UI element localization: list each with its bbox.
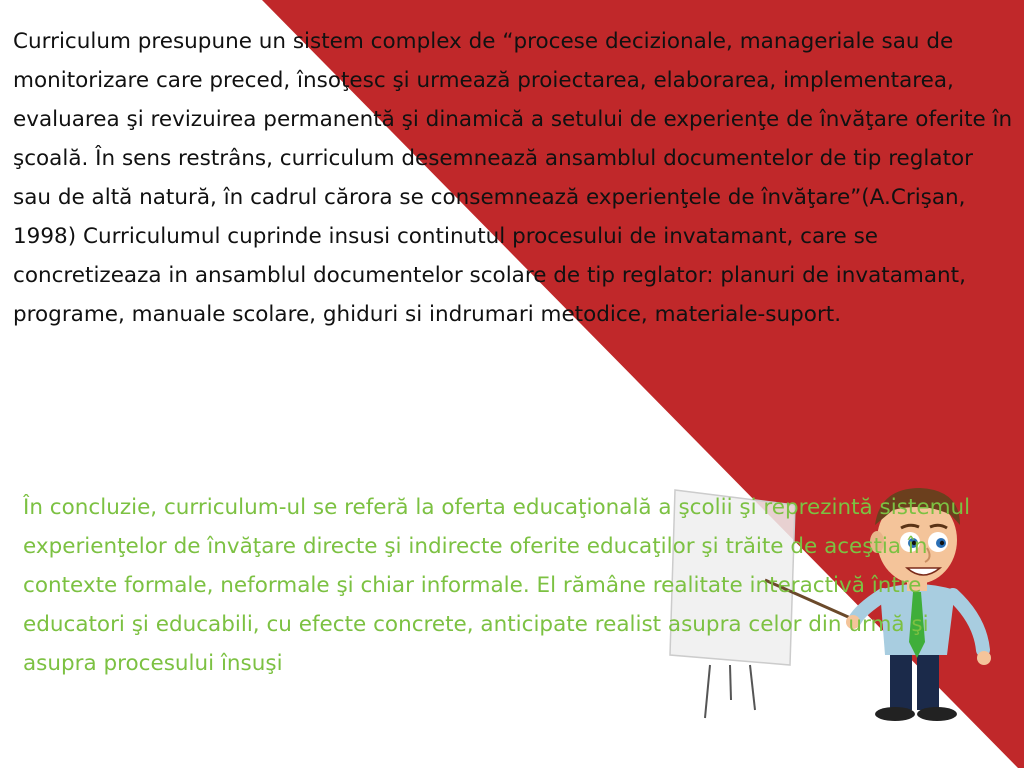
main-paragraph: Curriculum presupune un sistem complex de “procese decizionale, manageriale sau de monitorizare care preced, însoţesc şi urmează proiectarea, elaborarea, implementarea, evaluarea şi revizuirea permanentă şi dinamică a setului de experienţe de învăţare oferite în şcoală. În sens restrâns, curriculum desemnează ansamblul documentelor de tip reglator sau de altă natură, în cadrul cărora se consemnează experienţele de învăţare”(A.Crişan, 1998) Curriculumul cuprinde insusi continutul procesului de invatamant, care se concretizeaza in ansamblul documentelor scolare de tip reglator: planuri de invatamant, programe, manuale scolare, ghiduri si indrumari metodice, materiale-suport. — [13, 29, 1013, 327]
conclusion-paragraph: În concluzie, curriculum-ul se referă la oferta educaţională a şcolii şi reprezintă sistemul experienţelor de învăţare directe şi indirecte oferite educaţilor şi trăite de aceştia în contexte formale, neformale şi chiar informale. El rămâne realitate interactivă între educatori şi educabili, cu efecte concrete, anticipate realist asupra celor din urmă şi asupra procesului însuşi — [23, 495, 971, 676]
